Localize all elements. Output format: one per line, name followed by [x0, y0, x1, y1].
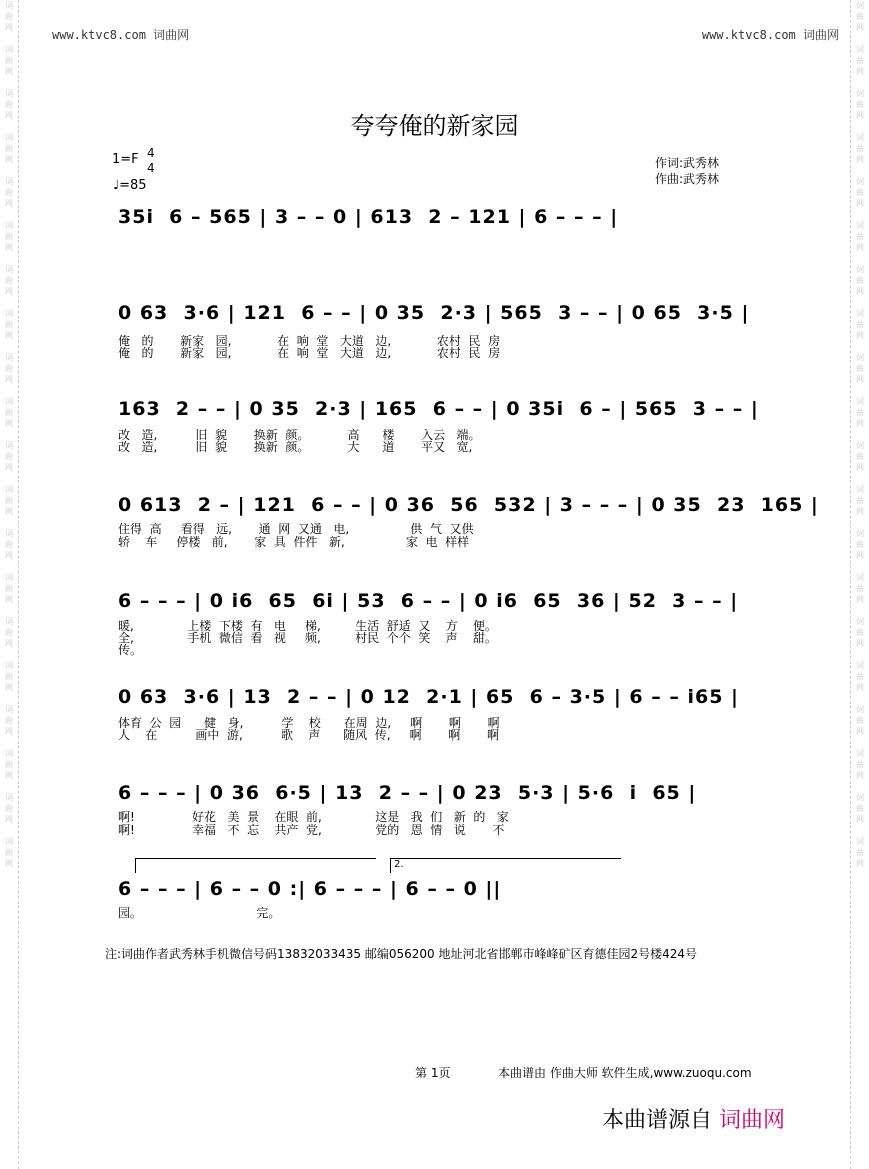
lyrics-verse-2: 啊! 幸福 不 忘 共产 党, 党的 恩 情 说 不	[118, 823, 505, 837]
source-site-link[interactable]: 词曲网	[719, 1108, 786, 1133]
lyrics-verse-1: 俺 的 新家 园, 在 响 堂 大道 边, 农村 民 房	[118, 334, 501, 348]
notation-line: 6 – – – | 6 – – 0 :| 6 – – – | 6 – – 0 ||	[118, 878, 502, 900]
lyrics-verse-1: 改 造, 旧 貌 换新 颜。 高 楼 入云 端。	[118, 428, 481, 442]
left-margin	[0, 0, 19, 1169]
author-contact-note: 注:词曲作者武秀林手机微信号码13832033435 邮编056200 地址河北省邯郸市峰峰矿区育德佳园2号楼424号	[105, 947, 698, 961]
header-right-url[interactable]: www.ktvc8.com 词曲网	[701, 28, 839, 42]
notation-line: 6 – – – | 0 36 6·5 | 13 2 – – | 0 23 5·3 | 5·6 i 65 |	[118, 782, 697, 804]
right-watermark: 词 曲 网 词 曲 网 词 曲 网 词 曲 网 词 曲 网 词 曲 网 词 曲 网 词 曲 网 词 曲 网 词 曲 网 词 曲 网 词 曲 网 词 曲 网 词 曲 网 词 曲 网 词 曲 网 词 曲 网 词 曲 网 词 曲 网 词 曲 网	[856, 1, 864, 868]
source-prefix: 本曲谱源自	[602, 1108, 713, 1133]
song-title: 夸夸俺的新家园	[350, 112, 519, 140]
key-signature: 1=F	[112, 152, 139, 167]
lyricist-credit: 作词:武秀林	[655, 156, 720, 170]
lyrics-verse-2: 人 在 画中 游, 歌 声 随风 传, 啊 啊 啊	[118, 728, 500, 742]
header-left-url[interactable]: www.ktvc8.com 词曲网	[52, 28, 190, 42]
composer-credit: 作曲:武秀林	[655, 172, 720, 186]
lyrics-verse-1: 园。 完。	[118, 906, 281, 920]
volta-bracket-1	[135, 858, 376, 873]
lyrics-verse-1: 暖, 上楼 下楼 有 电 梯, 生活 舒适 又 方 便。	[118, 619, 497, 633]
time-signature-bottom: 4	[147, 161, 155, 175]
lyrics-verse-1: 住得 高 看得 远, 通 网 又通 电, 供 气 又供	[118, 522, 474, 536]
score-row-1	[118, 206, 753, 246]
volta-bracket-2	[390, 858, 621, 873]
right-margin	[850, 0, 869, 1169]
lyrics-verse-2: 改 造, 旧 貌 换新 颜。 大 道 平又 宽,	[118, 440, 473, 454]
notation-line: 0 63 3·6 | 13 2 – – | 0 12 2·1 | 65 6 – 3·5 | 6 – – i65 |	[118, 686, 739, 708]
notation-line: 163 2 – – | 0 35 2·3 | 165 6 – – | 0 35i 6 – | 565 3 – – |	[118, 398, 759, 420]
notation-line: 6 – – – | 0 i6 65 6i | 53 6 – – | 0 i6 65 36 | 52 3 – – |	[118, 590, 739, 612]
lyrics-verse-3: 传。	[118, 643, 143, 657]
lyrics-verse-2: 轿 车 停楼 前, 家 具 件件 新, 家 电 样样	[118, 535, 470, 549]
notation-line: 0 613 2 – | 121 6 – – | 0 36 56 532 | 3 – – – | 0 35 23 165 |	[118, 494, 819, 516]
notation-line: 0 63 3·6 | 121 6 – – | 0 35 2·3 | 565 3 – – | 0 65 3·5 |	[118, 302, 750, 324]
lyrics-verse-1: 啊! 好花 美 景 在眼 前, 这是 我 们 新 的 家	[118, 810, 509, 824]
time-signature	[147, 146, 155, 176]
notation-line: 35i 6 – 565 | 3 – – 0 | 613 2 – 121 | 6 – – – |	[118, 206, 619, 228]
lyrics-verse-2: 全, 手机 微信 看 视 频, 村民 个个 笑 声 甜。	[118, 631, 497, 645]
lyrics-verse-2: 俺 的 新家 园, 在 响 堂 大道 边, 农村 民 房	[118, 346, 501, 360]
tempo-marking: ♩=85	[113, 178, 147, 193]
source-credit	[602, 1103, 785, 1134]
time-signature-top: 4	[147, 146, 155, 160]
left-watermark: 词 曲 网 词 曲 网 词 曲 网 词 曲 网 词 曲 网 词 曲 网 词 曲 网 词 曲 网 词 曲 网 词 曲 网 词 曲 网 词 曲 网 词 曲 网 词 曲 网 词 曲 网 词 曲 网 词 曲 网 词 曲 网 词 曲 网 词 曲 网	[5, 1, 13, 868]
generator-credit: 本曲谱由 作曲大师 软件生成,www.zuoqu.com	[498, 1066, 752, 1080]
volta-label: 2.	[394, 859, 404, 870]
page-number: 第 1页	[415, 1066, 451, 1080]
lyrics-verse-1: 体育 公 园 健 身, 学 校 在周 边, 啊 啊 啊	[118, 716, 500, 730]
